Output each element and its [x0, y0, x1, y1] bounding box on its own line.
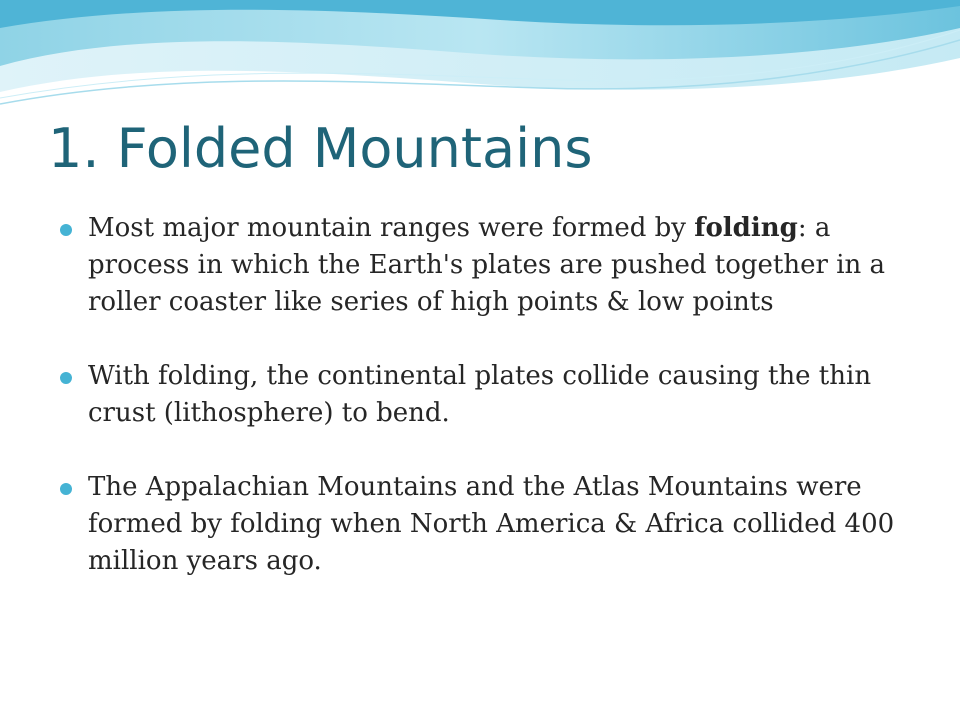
- bullet-text-before: Most major mountain ranges were formed by: [88, 213, 695, 243]
- bullet-item-collision: [60, 358, 910, 432]
- bullet-text: With folding, the continental plates collide causing the thin crust (lithosphere) to bend.: [88, 361, 872, 428]
- bullet-text: The Appalachian Mountains and the Atlas Mountains were formed by folding when North America & Africa collided 400 million years ago.: [88, 472, 895, 576]
- slide-title: 1. Folded Mountains: [48, 117, 593, 180]
- bullet-item-folding: [60, 210, 910, 321]
- header-wave-decoration: [0, 0, 960, 120]
- bullet-item-examples: [60, 469, 910, 580]
- bullet-dot-icon: [60, 224, 72, 236]
- bullet-dot-icon: [60, 372, 72, 384]
- bullet-list: [60, 210, 910, 580]
- bullet-keyword-folding: folding: [694, 213, 798, 243]
- bullet-dot-icon: [60, 483, 72, 495]
- bullet-text-after: : a process in which the Earth's plates are pushed together in a roller coaster like series of high points & low points: [88, 213, 886, 317]
